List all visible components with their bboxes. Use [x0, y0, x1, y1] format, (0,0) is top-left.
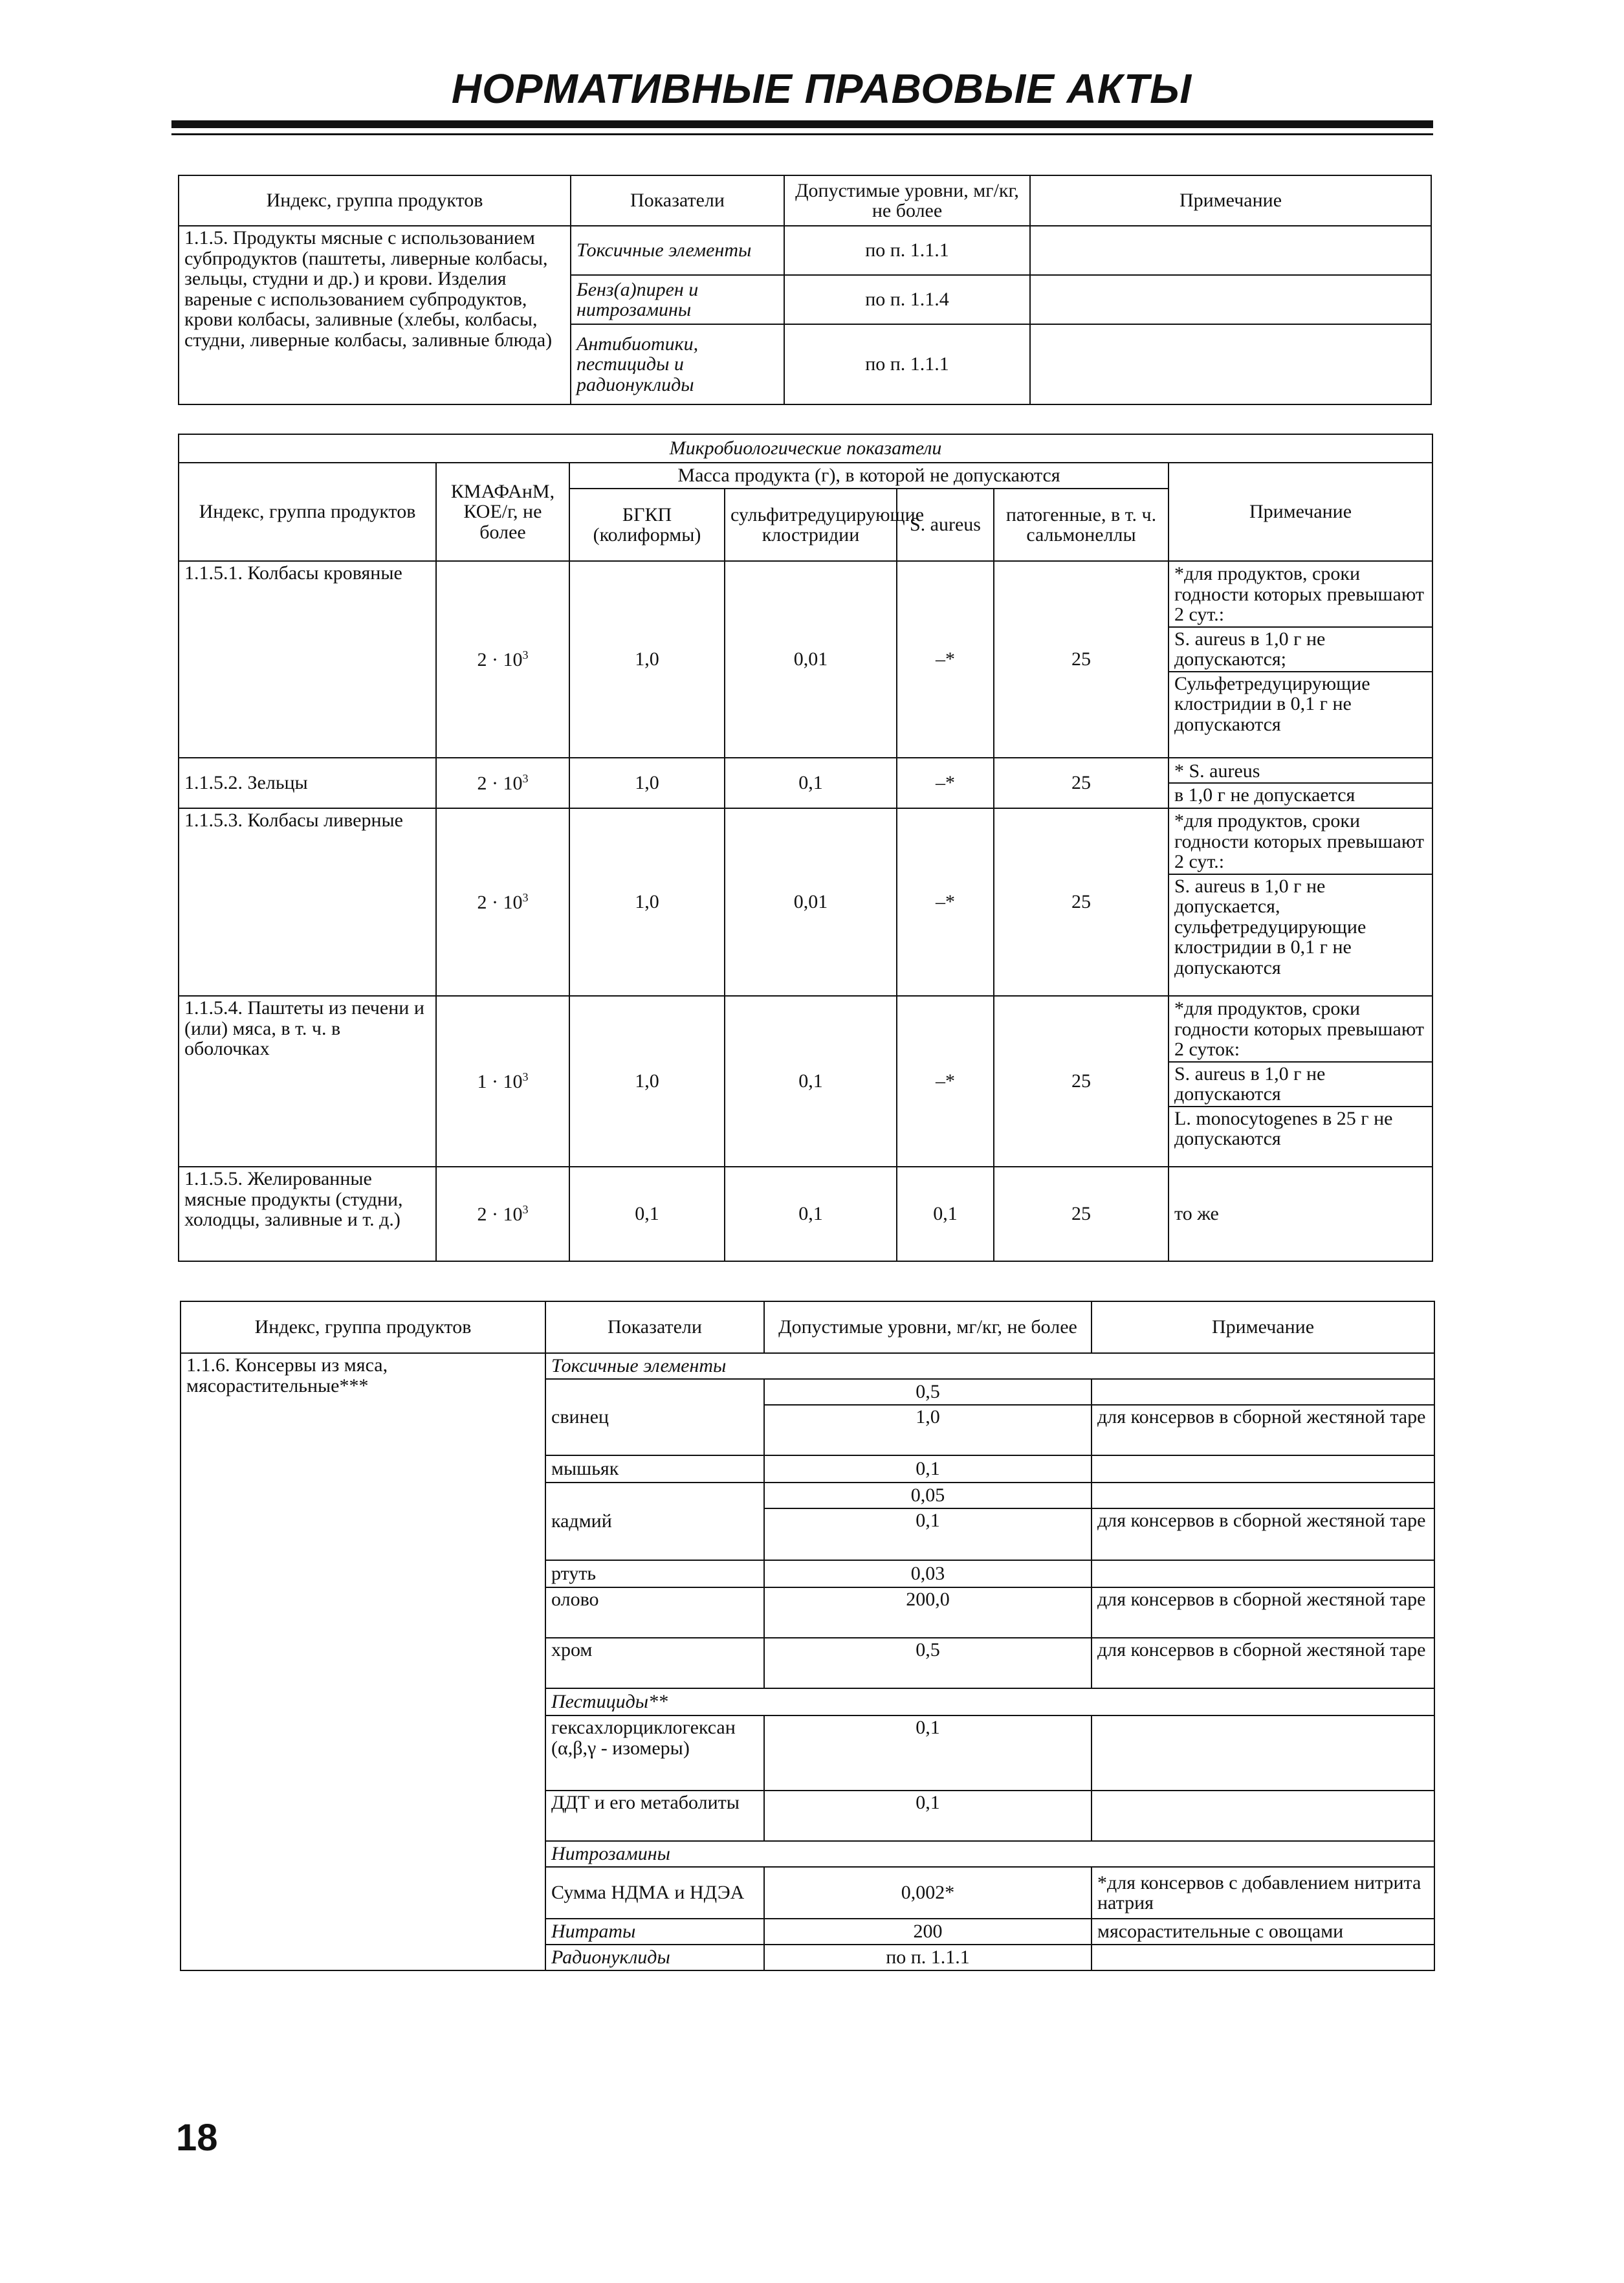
- indicator-ddt: ДДТ и его метаболиты: [545, 1791, 764, 1841]
- indicator-ndma: Сумма НДМА и НДЭА: [545, 1867, 764, 1919]
- level-cell: 0,002*: [764, 1867, 1092, 1919]
- sulfite-cell: 0,1: [725, 758, 897, 808]
- section-toxic-elements: Токсичные элементы: [545, 1353, 1434, 1379]
- column-header-indicators: Показатели: [571, 175, 784, 226]
- level-cell: 0,1: [764, 1715, 1092, 1791]
- note-cell: [1030, 226, 1431, 275]
- level-cell: по п. 1.1.1: [784, 226, 1030, 275]
- indicator-tin: олово: [545, 1587, 764, 1638]
- product-group-cell: 1.1.6. Консервы из мяса, мясорастительные***: [181, 1353, 545, 1970]
- note-cell: [1169, 561, 1432, 758]
- column-header-levels: Допустимые уровни, мг/кг, не более: [784, 175, 1030, 226]
- section-radionuclides: Радионуклиды: [545, 1945, 764, 1970]
- pathogens-cell: 25: [994, 1167, 1169, 1261]
- product-name-cell: 1.1.5.4. Паштеты из печени и (или) мяса, в т. ч. в оболочках: [179, 996, 436, 1167]
- table-microbiological: [178, 434, 1433, 1262]
- indicator-chromium: хром: [545, 1638, 764, 1688]
- bgkp-cell: 1,0: [569, 808, 725, 996]
- column-header-mass: Масса продукта (г), в которой не допускаются: [569, 463, 1169, 489]
- saureus-cell: –*: [897, 996, 994, 1167]
- note-cell: [1092, 1455, 1434, 1483]
- level-cell: 0,5: [764, 1379, 1092, 1405]
- note-cell: [1169, 808, 1432, 996]
- indicator-mercury: ртуть: [545, 1560, 764, 1587]
- kmafanm-cell: $2 \cdot 10^3$: [436, 561, 569, 758]
- saureus-cell: 0,1: [897, 1167, 994, 1261]
- column-header-indicators: Показатели: [545, 1301, 764, 1353]
- level-cell: 0,03: [764, 1560, 1092, 1587]
- level-cell: 0,05: [764, 1483, 1092, 1508]
- bgkp-cell: 1,0: [569, 758, 725, 808]
- table-canned-meat: [180, 1301, 1435, 1971]
- column-header-index: Индекс, группа продуктов: [181, 1301, 545, 1353]
- product-name-cell: 1.1.5.2. Зельцы: [179, 758, 436, 808]
- sulfite-cell: 0,1: [725, 1167, 897, 1261]
- product-name-cell: 1.1.5.1. Колбасы кровяные: [179, 561, 436, 758]
- level-cell: 200: [764, 1919, 1092, 1945]
- level-cell: 1,0: [764, 1405, 1092, 1455]
- note-cell: для консервов в сборной жестяной таре: [1092, 1587, 1434, 1638]
- note-cell: для консервов в сборной жестяной таре: [1092, 1405, 1434, 1455]
- saureus-cell: –*: [897, 808, 994, 996]
- column-header-note: Примечание: [1169, 463, 1432, 561]
- section-nitrosamines: Нитрозамины: [545, 1841, 1434, 1867]
- pathogens-cell: 25: [994, 561, 1169, 758]
- note-cell: [1169, 1167, 1432, 1261]
- indicator-cadmium: кадмий: [545, 1483, 764, 1560]
- note-cell: *для консервов с добавлением нитрита натрия: [1092, 1867, 1434, 1919]
- bgkp-cell: 0,1: [569, 1167, 725, 1261]
- section-pesticides: Пестициды**: [545, 1688, 1434, 1715]
- note-line: Сульфетредуцирующие клостридии в 0,1 г не допускаются: [1169, 671, 1432, 736]
- note-line: S. aureus в 1,0 г не допускаются;: [1169, 626, 1432, 671]
- header-rule-thick: [171, 120, 1433, 128]
- note-cell: [1030, 275, 1431, 324]
- header-rule-thin: [171, 133, 1433, 135]
- indicator-cell: Бенз(а)пирен и нитрозамины: [571, 275, 784, 324]
- column-header-levels: Допустимые уровни, мг/кг, не более: [764, 1301, 1092, 1353]
- pathogens-cell: 25: [994, 758, 1169, 808]
- indicator-arsenic: мышьяк: [545, 1455, 764, 1483]
- note-line: *для продуктов, сроки годности которых превышают 2 суток:: [1174, 998, 1425, 1060]
- product-name-cell: 1.1.5.3. Колбасы ливерные: [179, 808, 436, 996]
- level-cell: по п. 1.1.4: [784, 275, 1030, 324]
- column-header-pathogens: патогенные, в т. ч. сальмонеллы: [994, 489, 1169, 561]
- column-header-kmafanm: КМАФАнМ, КОЕ/г, не более: [436, 463, 569, 561]
- bgkp-cell: 1,0: [569, 996, 725, 1167]
- table-meat-products-offal: [178, 175, 1432, 405]
- indicator-hch: гексахлорциклогексан (α,β,γ - изомеры): [545, 1715, 764, 1791]
- indicator-lead: свинец: [545, 1379, 764, 1455]
- product-group-cell: 1.1.5. Продукты мясные с использованием субпродуктов (паштеты, ливерные колбасы, зельцы, студни и др.) и крови. Изделия вареные с использованием субпродуктов, крови колбасы, заливные (хлебы, колбасы, студни, ливерные колбасы, заливные блюда): [179, 226, 571, 404]
- note-cell: [1092, 1483, 1434, 1508]
- note-cell: [1092, 1945, 1434, 1970]
- level-cell: 0,1: [764, 1455, 1092, 1483]
- note-cell: [1169, 758, 1432, 808]
- column-header-note: Примечание: [1092, 1301, 1434, 1353]
- note-line: *для продуктов, сроки годности которых превышают 2 сут.:: [1174, 563, 1425, 625]
- page-header-title: НОРМАТИВНЫЕ ПРАВОВЫЕ АКТЫ: [451, 65, 1192, 112]
- column-header-index: Индекс, группа продуктов: [179, 463, 436, 561]
- note-line: S. aureus в 1,0 г не допускается, сульфетредуцирующие клостридии в 0,1 г не допускаются: [1169, 874, 1432, 980]
- note-line: L. monocytogenes в 25 г не допускаются: [1169, 1106, 1432, 1151]
- note-line: в 1,0 г не допускается: [1169, 782, 1432, 807]
- note-cell: для консервов в сборной жестяной таре: [1092, 1638, 1434, 1688]
- level-cell: 200,0: [764, 1587, 1092, 1638]
- note-cell: [1092, 1791, 1434, 1841]
- kmafanm-cell: $2 \cdot 10^3$: [436, 808, 569, 996]
- level-cell: 0,5: [764, 1638, 1092, 1688]
- kmafanm-cell: $1 \cdot 10^3$: [436, 996, 569, 1167]
- level-cell: 0,1: [764, 1508, 1092, 1560]
- microbiological-title: Микробиологические показатели: [179, 434, 1432, 463]
- sulfite-cell: 0,01: [725, 561, 897, 758]
- column-header-bgkp: БГКП (колиформы): [569, 489, 725, 561]
- level-cell: по п. 1.1.1: [764, 1945, 1092, 1970]
- column-header-saureus: S. aureus: [897, 489, 994, 561]
- note-line: S. aureus в 1,0 г не допускаются: [1169, 1061, 1432, 1106]
- column-header-index: Индекс, группа продуктов: [179, 175, 571, 226]
- column-header-sulfite: сульфитредуцирующие клостридии: [725, 489, 897, 561]
- kmafanm-cell: $2 \cdot 10^3$: [436, 758, 569, 808]
- product-name-cell: 1.1.5.5. Желированные мясные продукты (студни, холодцы, заливные и т. д.): [179, 1167, 436, 1261]
- saureus-cell: –*: [897, 758, 994, 808]
- pathogens-cell: 25: [994, 808, 1169, 996]
- note-cell: [1092, 1379, 1434, 1405]
- sulfite-cell: 0,1: [725, 996, 897, 1167]
- section-nitrates: Нитраты: [545, 1919, 764, 1945]
- column-header-note: Примечание: [1030, 175, 1431, 226]
- kmafanm-cell: $2 \cdot 10^3$: [436, 1167, 569, 1261]
- note-cell: [1169, 996, 1432, 1167]
- level-cell: по п. 1.1.1: [784, 324, 1030, 404]
- bgkp-cell: 1,0: [569, 561, 725, 758]
- saureus-cell: –*: [897, 561, 994, 758]
- sulfite-cell: 0,01: [725, 808, 897, 996]
- note-cell: [1030, 324, 1431, 404]
- note-line: то же: [1174, 1203, 1219, 1225]
- note-line: * S. aureus: [1174, 760, 1260, 782]
- indicator-cell: Антибиотики, пестициды и радионуклиды: [571, 324, 784, 404]
- note-cell: [1092, 1560, 1434, 1587]
- note-cell: для консервов в сборной жестяной таре: [1092, 1508, 1434, 1560]
- note-cell: [1092, 1715, 1434, 1791]
- indicator-cell: Токсичные элементы: [571, 226, 784, 275]
- level-cell: 0,1: [764, 1791, 1092, 1841]
- page-number: 18: [176, 2117, 218, 2159]
- note-cell: мясорастительные с овощами: [1092, 1919, 1434, 1945]
- pathogens-cell: 25: [994, 996, 1169, 1167]
- note-line: *для продуктов, сроки годности которых превышают 2 сут.:: [1174, 810, 1425, 872]
